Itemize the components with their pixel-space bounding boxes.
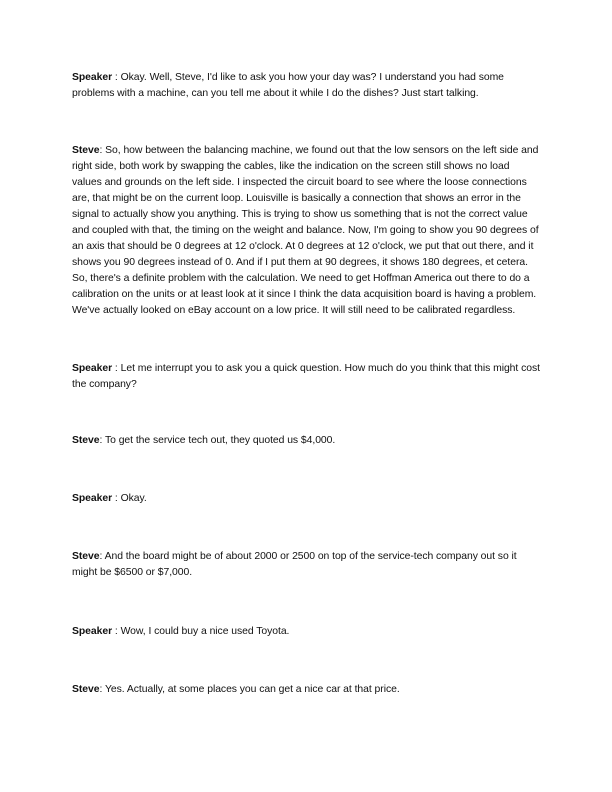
turn-text: Yes. Actually, at some places you can get a nice car at that price.	[104, 684, 400, 695]
speaker-name: Steve	[72, 684, 100, 695]
transcript-turn-5	[72, 491, 542, 507]
speaker-name: Steve	[72, 551, 100, 562]
speaker-name: Speaker	[72, 363, 113, 374]
speaker-name: Speaker	[72, 493, 113, 504]
speaker-separator: :	[99, 551, 105, 562]
transcript-turn-6	[72, 549, 542, 581]
speaker-separator: :	[112, 72, 121, 83]
speaker-name: Steve	[72, 145, 100, 156]
speaker-separator: :	[99, 435, 105, 446]
speaker-separator: :	[99, 684, 105, 695]
turn-text: So, how between the balancing machine, we found out that the low sensors on the left side and right side, both work by swapping the cables, like the indication on the screen still shows no load values and grounds on the left side. I inspected the circuit board to see where the loose connections are, that might be on the current loop. Louisville is basically a connection that shows an error in the signal to actually show you anything. This is trying to show us something that is not the correct value and coupled with that, the timing on the weight and balance. Now, I'm going to show you 90 degrees of an axis that should be 0 degrees at 12 o'clock. At 0 degrees at 12 o'clock, we put that out there, and it shows you 90 degrees instead of 0. And if I put them at 90 degrees, it shows 180 degrees, et cetera. So, there's a definite problem with the calculation. We need to get Hoffman America out there to do a calibration on the units or at least look at it since I think the data acquisition board is having a problem. We've actually looked on eBay account on a low price. It will still need to be calibrated regardless.	[72, 145, 539, 316]
transcript-turn-2	[72, 143, 542, 319]
turn-text: And the board might be of about 2000 or 2500 on top of the service-tech company out so it might be $6500 or $7,000.	[72, 551, 517, 578]
turn-text: Wow, I could buy a nice used Toyota.	[120, 626, 290, 637]
turn-text: To get the service tech out, they quoted us $4,000.	[104, 435, 336, 446]
speaker-name: Speaker	[72, 626, 113, 637]
speaker-separator: :	[112, 363, 121, 374]
transcript-turn-1	[72, 70, 542, 102]
turn-text: Okay.	[120, 493, 147, 504]
transcript-turn-3	[72, 361, 542, 393]
speaker-name: Steve	[72, 435, 100, 446]
speaker-separator: :	[99, 145, 106, 156]
transcript-turn-8	[72, 682, 542, 698]
speaker-separator: :	[112, 626, 121, 637]
transcript-turn-4	[72, 433, 542, 449]
speaker-separator: :	[112, 493, 121, 504]
speaker-name: Speaker	[72, 72, 113, 83]
turn-text: Okay. Well, Steve, I'd like to ask you how your day was? I understand you had some problems with a machine, can you tell me about it while I do the dishes? Just start talking.	[72, 72, 504, 99]
transcript-turn-7	[72, 624, 542, 640]
turn-text: Let me interrupt you to ask you a quick question. How much do you think that this might cost the company?	[72, 363, 540, 390]
